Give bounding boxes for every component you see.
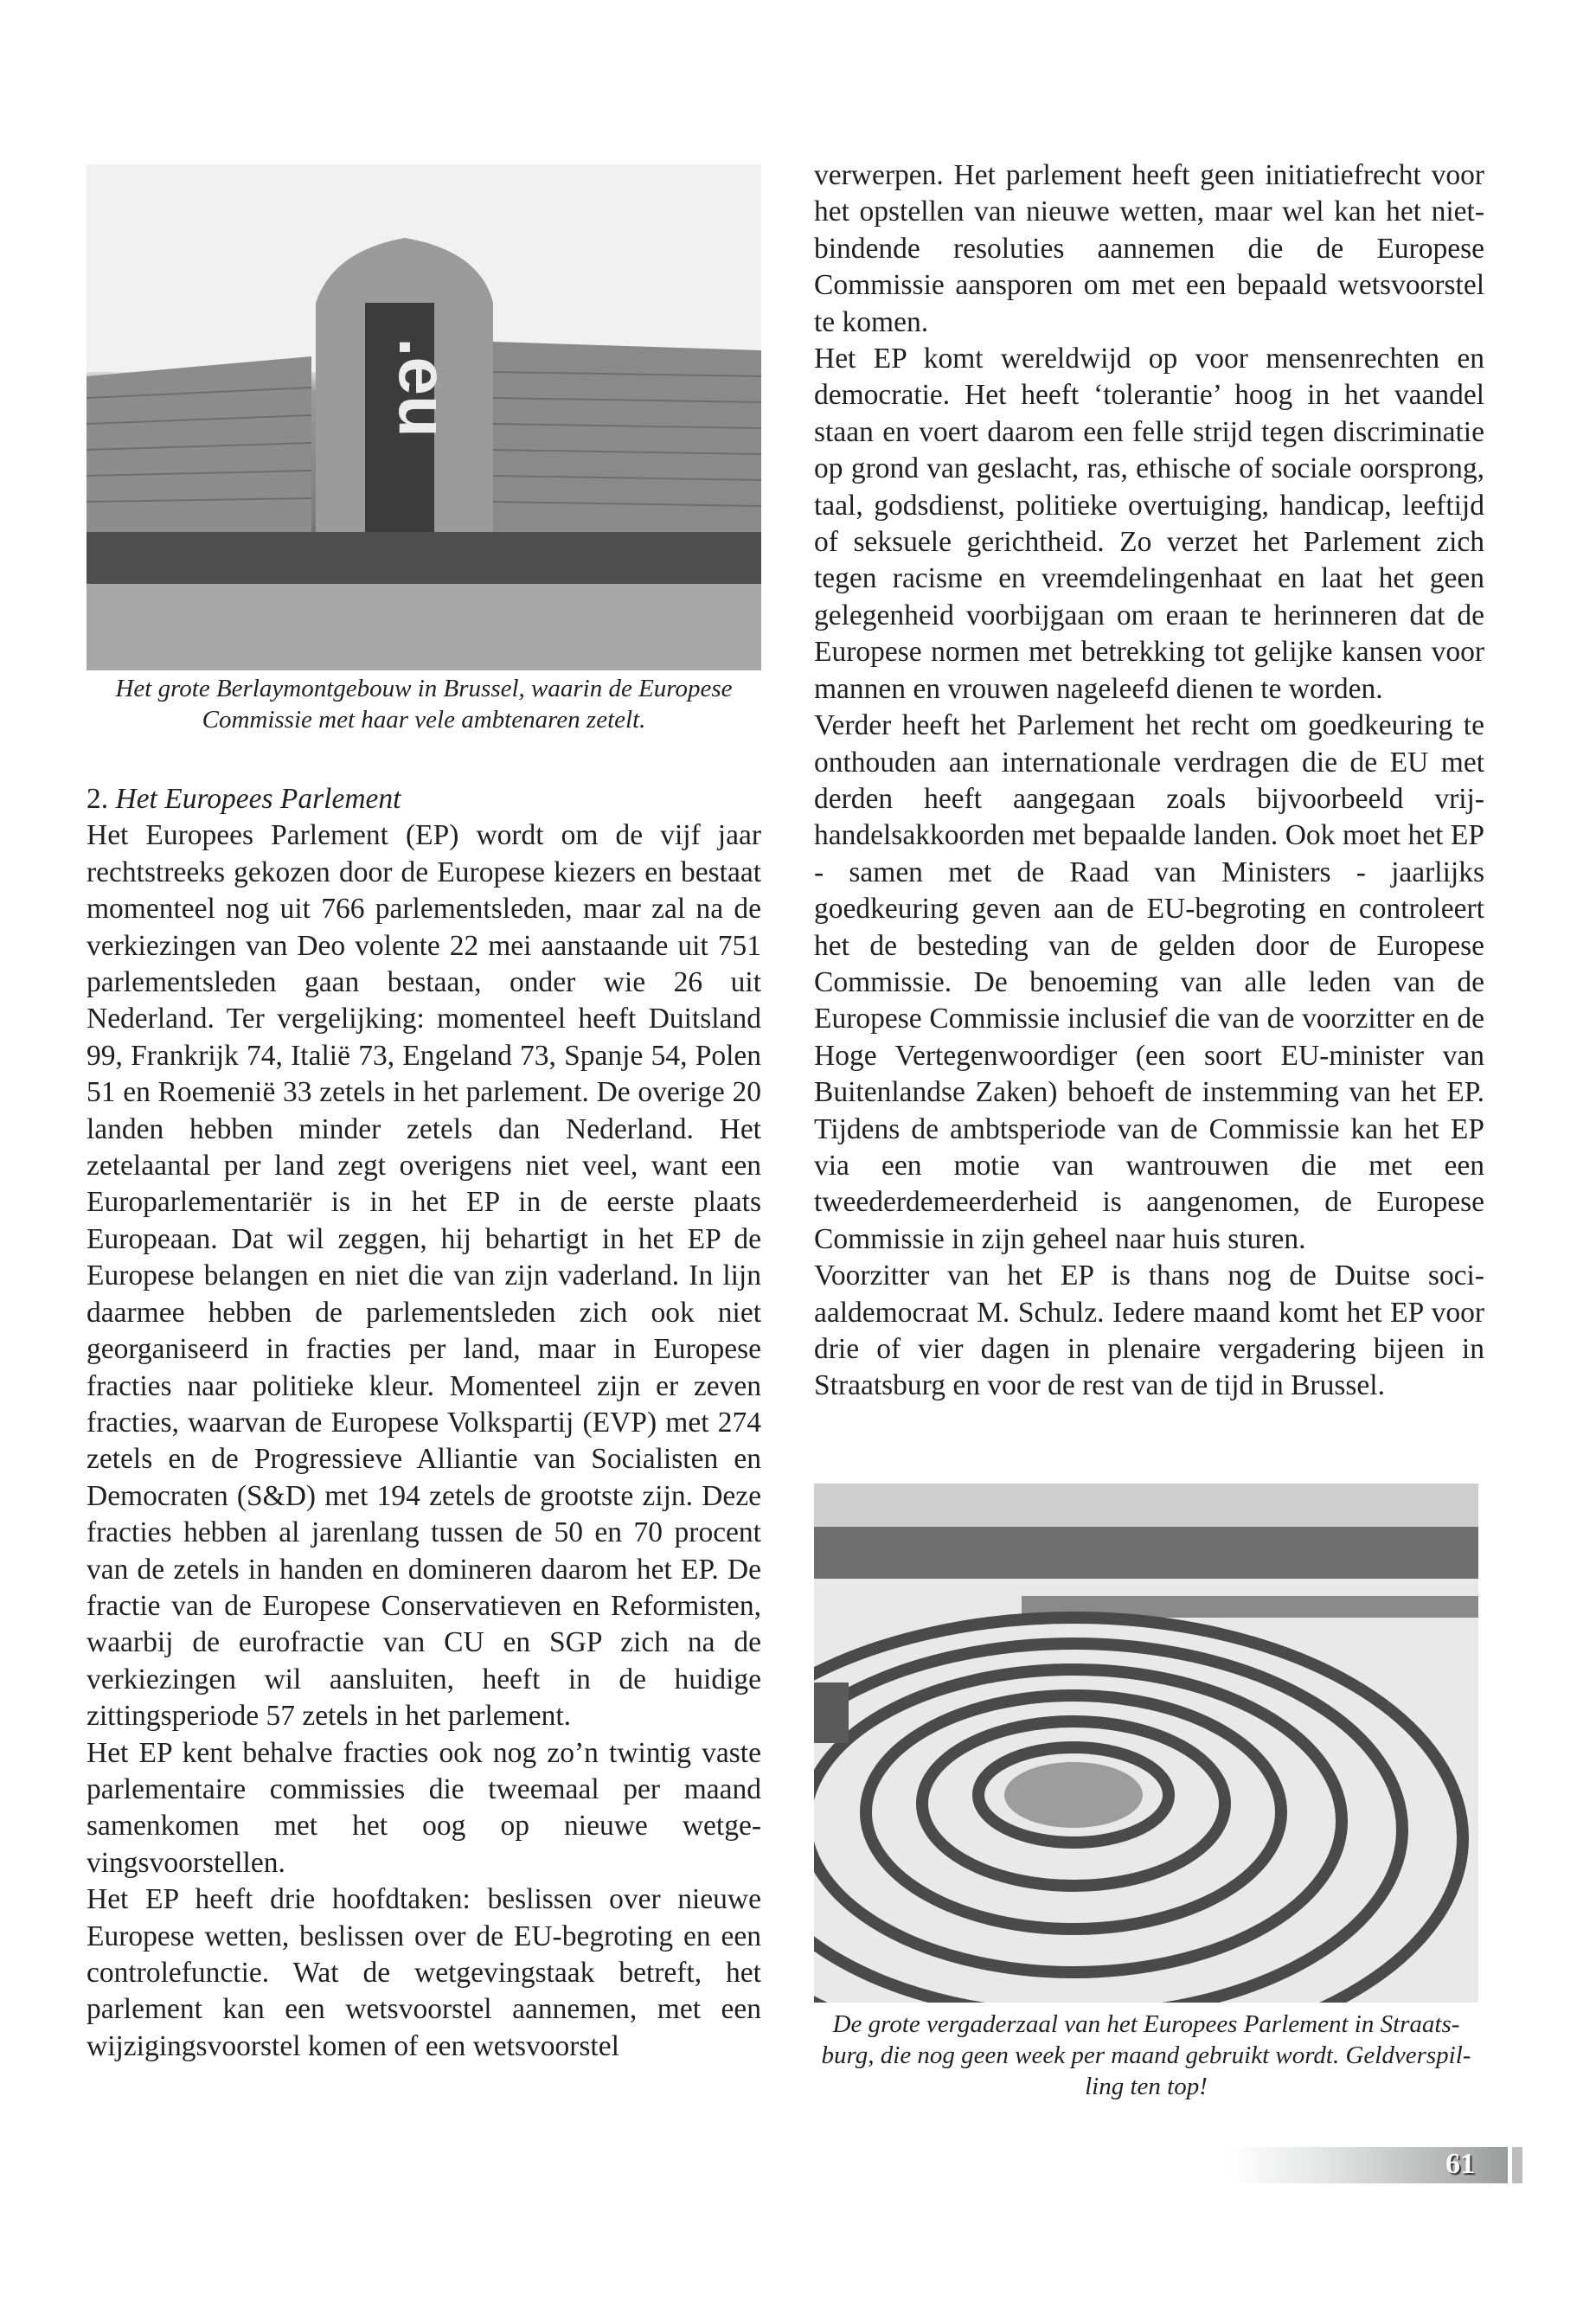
body-paragraph: Het EP kent behalve fracties ook nog zo’n twintig vaste parlementaire commissies die tweemaal per maand samenkomen met het oog op nieuwe wetgevingsvoorstellen. [87, 1736, 761, 1879]
caption-line: burg, die nog geen week per maand gebruikt wordt. Geldverspil- [821, 2041, 1471, 2069]
body-paragraph: Het EP komt wereldwijd op voor mensenrechten en democratie. Het heeft ‘tolerantie’ hoog in het vaandel staan en voert daarom een felle strijd tegen discriminatie op grond van geslacht, ras, ethische of sociale oorsprong, taal, godsdienst, politieke overtuiging, handicap, leeftijd of seksuele gerichtheid. Zo verzet het Parlement zich tegen racisme en vreemdelingenhaat en laat het geen gelegenheid voorbijgaan om eraan te herinneren dat de Europese normen met betrekking tot gelijke kansen voor mannen en vrouwen nageleefd dienen te worden. [814, 343, 1484, 705]
body-paragraph: Het EP heeft drie hoofdtaken: beslissen over nieuwe Europese wetten, beslissen over de EU-begroting en een controlefunctie. Wat de wetgevingstaak betreft, het parlement kan een wetsvoorstel aannemen, met een wijzigingsvoorstel komen of een wetsvoorstel [87, 1883, 761, 2062]
page-number-bar [1228, 2147, 1508, 2183]
page-edge-tab [1512, 2147, 1522, 2183]
public-gallery [814, 1527, 1478, 1579]
berlaymont-photo [87, 164, 761, 670]
center-floor [1004, 1762, 1143, 1828]
body-paragraph: Voorzitter van het EP is thans nog de Duitse sociaaldemocraat M. Schulz. Iedere maand komt het EP voor drie of vier dagen in plenaire vergadering bijeen in Straatsburg en voor de rest van de tijd in Brussel. [814, 1259, 1484, 1402]
berlaymont-caption [87, 673, 761, 735]
page-number: 61 [1445, 2148, 1475, 2180]
lawn [87, 584, 761, 670]
caption-line: Het grote Berlaymontgebouw in Brussel, waarin de Europese [115, 675, 733, 702]
eu-flag [814, 1682, 849, 1743]
hemicycle-caption [814, 2009, 1478, 2102]
right-wing [493, 342, 761, 536]
section-number: 2. [87, 783, 109, 815]
ceiling [814, 1484, 1478, 1527]
banner-eu-text: .eu [385, 337, 462, 438]
caption-line: Commissie met haar vele ambtenaren zetelt. [202, 706, 646, 734]
shrubs [87, 532, 761, 584]
caption-line: De grote vergaderzaal van het Europees Parlement in Straats- [832, 2010, 1460, 2038]
body-paragraph: Verder heeft het Parlement het recht om goedkeuring te onthouden aan internationale verdragen die de EU met derden heeft aangegaan zoals bijvoorbeeld vrijhandelsakkoorden met bepaalde landen. Ook moet het EP - samen met de Raad van Ministers - jaarlijks goedkeuring geven aan de EU-begroting en controleert het de besteding van de gelden door de Europese Commissie. De benoeming van alle leden van de Europese Commissie inclusief die van de voorzitter en de Hoge Vertegenwoordiger (een soort EU-minister van Buitenlandse Zaken) behoeft de instemming van het EP. Tijdens de ambtsperiode van de Commissie kan het EP via een motie van wantrouwen die met een tweederdemeerderheid is aangenomen, de Europese Commissie in zijn geheel naar huis sturen. [814, 709, 1484, 1255]
body-paragraph: Het Europees Parlement (EP) wordt om de vijf jaar rechtstreeks gekozen door de Europese kiezers en bestaat momenteel nog uit 766 parlementsleden, maar zal na de verkiezingen van Deo volente 22 mei aanstaande uit 751 parlementsleden gaan bestaan, onder wie 26 uit Nederland. Ter vergelijking: momenteel heeft Duitsland 99, Frankrijk 74, Italië 73, Engeland 73, Spanje 54, Polen 51 en Roemenië 33 zetels in het parlement. De overige 20 landen hebben minder zetels dan Nederland. Het zetelaantal per land zegt overigens niet veel, want een Europarlementariër is in het EP in de eerste plaats Europeaan. Dat wil zeggen, hij behartigt in het EP de Europese belangen en niet die van zijn vaderland. In lijn daarmee hebben de parlementsleden zich ook niet georganiseerd in fracties per land, maar in Europese fracties naar politieke kleur. Momenteel zijn er zeven fracties, waarvan de Europese Volkspartij (EVP) met 274 zetels en de Progressieve Alliantie van Socialisten en Democraten (S&D) met 194 zetels de grootste zijn. Deze fracties hebben al jarenlang tussen de 50 en 70 procent van de zetels in handen en domineren daarom het EP. De fractie van de Europese Conservatieven en Reformisten, waarbij de eurofractie van CU en SGP zich na de verkiezingen wil aansluiten, heeft in de huidige zittingsperiode 57 zetels in het parlement. [87, 819, 761, 1733]
caption-line: ling ten top! [1085, 2073, 1208, 2100]
hemicycle-photo [814, 1484, 1478, 2003]
left-column [87, 781, 761, 2065]
section-heading [87, 781, 761, 817]
section-title: Het Europees Parlement [115, 783, 401, 815]
right-column [814, 157, 1484, 1405]
body-paragraph: verwerpen. Het parlement heeft geen initiatiefrecht voor het opstellen van nieuwe wetten, maar wel kan het niet-bindende resoluties aannemen die de Europese Commissie aansporen om met een bepaald wetsvoorstel te komen. [814, 159, 1484, 338]
hemicycle-illustration [814, 1484, 1478, 2003]
berlaymont-illustration [87, 164, 761, 670]
